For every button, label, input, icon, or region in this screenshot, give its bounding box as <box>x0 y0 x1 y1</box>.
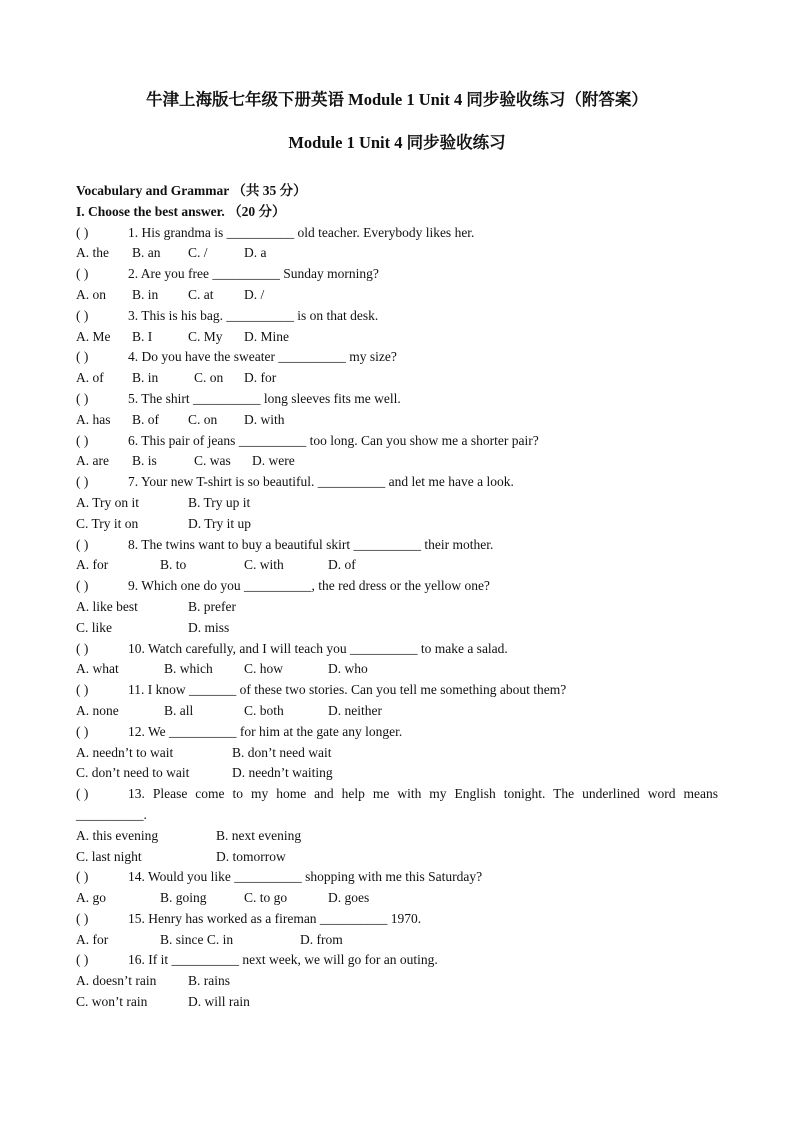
question-list <box>76 223 718 1013</box>
question-text: 13. Please come to my home and help me with my English tonight. The underlined word means __________. <box>76 786 718 822</box>
option-choice[interactable]: A. like best <box>76 598 138 614</box>
option-choice[interactable]: D. will rain <box>188 994 250 1010</box>
option-choice[interactable]: D. neither <box>328 702 382 718</box>
question-text: 12. We __________ for him at the gate any longer. <box>128 723 403 739</box>
option-choice[interactable]: D. Mine <box>244 328 289 344</box>
option-choice[interactable]: B. which <box>164 661 213 677</box>
option-choice[interactable]: D. / <box>244 286 265 302</box>
options-row <box>76 327 718 348</box>
option-choice[interactable]: C. won’t rain <box>76 994 148 1010</box>
options-row <box>76 701 718 722</box>
options-row <box>76 743 718 764</box>
option-choice[interactable]: C. last night <box>76 848 142 864</box>
options-row <box>76 285 718 306</box>
option-choice[interactable]: D. needn’t waiting <box>232 765 333 781</box>
option-choice[interactable]: C. Try it on <box>76 515 139 531</box>
answer-blank[interactable]: ( ) <box>76 349 89 365</box>
option-choice[interactable]: C. on <box>194 370 224 386</box>
option-choice[interactable]: B. in <box>132 286 159 302</box>
question-11 <box>76 680 718 701</box>
answer-blank[interactable]: ( ) <box>76 640 89 656</box>
question-15 <box>76 909 718 930</box>
options-row <box>76 763 718 784</box>
question-10 <box>76 639 718 660</box>
option-choice[interactable]: A. Try on it <box>76 494 140 510</box>
question-12 <box>76 722 718 743</box>
option-choice[interactable]: B. all <box>164 702 194 718</box>
option-choice[interactable]: C. like <box>76 619 112 635</box>
option-choice[interactable]: C. My <box>188 328 223 344</box>
question-text: 4. Do you have the sweater __________ my size? <box>128 349 397 365</box>
answer-blank[interactable]: ( ) <box>76 682 89 698</box>
document-subtitle: Module 1 Unit 4 同步验收练习 <box>288 133 506 152</box>
answer-blank[interactable]: ( ) <box>76 474 89 490</box>
option-choice[interactable]: D. were <box>252 453 295 469</box>
question-13 <box>76 784 718 826</box>
question-text: 8. The twins want to buy a beautiful skirt __________ their mother. <box>128 536 494 552</box>
options-row <box>76 243 718 264</box>
question-text: 5. The shirt __________ long sleeves fits me well. <box>128 390 401 406</box>
question-text: 3. This is his bag. __________ is on that desk. <box>128 307 379 323</box>
option-choice[interactable]: C. at <box>188 286 214 302</box>
option-choice[interactable]: A. the <box>76 245 109 261</box>
option-choice[interactable]: A. Me <box>76 328 111 344</box>
options-row <box>76 368 718 389</box>
option-choice[interactable]: B. an <box>132 245 161 261</box>
answer-blank[interactable]: ( ) <box>76 432 89 448</box>
option-choice[interactable]: D. tomorrow <box>216 848 286 864</box>
option-choice[interactable]: D. a <box>244 245 267 261</box>
question-text: 11. I know _______ of these two stories. Can you tell me something about them? <box>128 682 567 698</box>
option-choice[interactable]: D. from <box>300 931 343 947</box>
option-choice[interactable]: D. goes <box>328 890 370 906</box>
question-text: 6. This pair of jeans __________ too long. Can you show me a shorter pair? <box>128 432 539 448</box>
answer-blank[interactable]: ( ) <box>76 869 89 885</box>
question-1 <box>76 223 718 244</box>
part-heading: I. Choose the best answer. （20 分） <box>76 203 286 219</box>
answer-blank[interactable]: ( ) <box>76 307 89 323</box>
option-choice[interactable]: A. of <box>76 370 104 386</box>
question-text: 10. Watch carefully, and I will teach you __________ to make a salad. <box>128 640 508 656</box>
answer-blank[interactable]: ( ) <box>76 390 89 406</box>
question-text: 15. Henry has worked as a fireman __________ 1970. <box>128 910 422 926</box>
section-heading: Vocabulary and Grammar （共 35 分） <box>76 183 307 198</box>
option-choice[interactable]: B. don’t need wait <box>232 744 332 760</box>
question-8 <box>76 535 718 556</box>
option-choice[interactable]: B. I <box>132 328 153 344</box>
question-7 <box>76 472 718 493</box>
options-row <box>76 618 718 639</box>
option-choice[interactable]: A. none <box>76 702 119 718</box>
options-row <box>76 992 718 1013</box>
options-row <box>76 493 718 514</box>
question-text: 2. Are you free __________ Sunday morning? <box>128 266 379 282</box>
question-text: 9. Which one do you __________, the red dress or the yellow one? <box>128 578 490 594</box>
question-text: 14. Would you like __________ shopping with me this Saturday? <box>128 869 483 885</box>
options-row <box>76 826 718 847</box>
answer-blank[interactable]: ( ) <box>76 786 89 802</box>
option-choice[interactable]: B. is <box>132 453 157 469</box>
option-choice[interactable]: C. both <box>244 702 284 718</box>
option-choice[interactable]: C. with <box>244 557 284 573</box>
option-choice[interactable]: A. for <box>76 931 109 947</box>
question-16 <box>76 950 718 971</box>
answer-blank[interactable]: ( ) <box>76 723 89 739</box>
option-choice[interactable]: B. Try up it <box>188 494 251 510</box>
options-row <box>76 930 718 951</box>
options-row <box>76 555 718 576</box>
option-choice[interactable]: C. / <box>188 245 208 261</box>
option-choice[interactable]: D. miss <box>188 619 230 635</box>
options-row <box>76 971 718 992</box>
question-text: 16. If it __________ next week, we will go for an outing. <box>128 952 438 968</box>
option-choice[interactable]: A. for <box>76 557 109 573</box>
answer-blank[interactable]: ( ) <box>76 536 89 552</box>
option-choice[interactable]: C. to go <box>244 890 288 906</box>
option-choice[interactable]: C. don’t need to wait <box>76 765 190 781</box>
document-title: 牛津上海版七年级下册英语 Module 1 Unit 4 同步验收练习（附答案） <box>146 90 648 109</box>
question-5 <box>76 389 718 410</box>
question-4 <box>76 347 718 368</box>
answer-blank[interactable]: ( ) <box>76 266 89 282</box>
options-row <box>76 597 718 618</box>
question-14 <box>76 867 718 888</box>
question-6 <box>76 431 718 452</box>
option-choice[interactable]: C. was <box>194 453 231 469</box>
option-choice[interactable]: C. on <box>188 411 218 427</box>
option-choice[interactable]: D. who <box>328 661 368 677</box>
option-choice[interactable]: D. Try it up <box>188 515 252 531</box>
option-choice[interactable]: D. of <box>328 557 356 573</box>
option-choice[interactable]: B. in <box>132 370 159 386</box>
answer-blank[interactable]: ( ) <box>76 578 89 594</box>
option-choice[interactable]: A. are <box>76 453 109 469</box>
answer-blank[interactable]: ( ) <box>76 224 89 240</box>
options-row <box>76 888 718 909</box>
question-text: 1. His grandma is __________ old teacher. Everybody likes her. <box>128 224 475 240</box>
option-choice[interactable]: A. go <box>76 890 106 906</box>
options-row <box>76 847 718 868</box>
options-row <box>76 451 718 472</box>
option-choice[interactable]: A. this evening <box>76 827 159 843</box>
options-row <box>76 514 718 535</box>
option-choice[interactable]: A. on <box>76 286 106 302</box>
options-row <box>76 659 718 680</box>
option-choice[interactable]: A. needn’t to wait <box>76 744 174 760</box>
option-choice[interactable]: B. prefer <box>188 598 236 614</box>
option-choice[interactable]: B. next evening <box>216 827 302 843</box>
answer-blank[interactable]: ( ) <box>76 952 89 968</box>
option-choice[interactable]: A. doesn’t rain <box>76 973 157 989</box>
option-choice[interactable]: B. of <box>132 411 159 427</box>
option-choice[interactable]: C. how <box>244 661 284 677</box>
option-choice[interactable]: A. has <box>76 411 111 427</box>
question-3 <box>76 306 718 327</box>
exercise-body <box>76 181 718 1013</box>
option-choice[interactable]: A. what <box>76 661 119 677</box>
option-choice[interactable]: B. since C. in <box>160 931 234 947</box>
option-choice[interactable]: B. going <box>160 890 207 906</box>
option-choice[interactable]: B. to <box>160 557 187 573</box>
options-row <box>76 410 718 431</box>
question-text: 7. Your new T-shirt is so beautiful. __________ and let me have a look. <box>128 474 514 490</box>
option-choice[interactable]: D. for <box>244 370 277 386</box>
option-choice[interactable]: D. with <box>244 411 285 427</box>
answer-blank[interactable]: ( ) <box>76 910 89 926</box>
question-2 <box>76 264 718 285</box>
question-9 <box>76 576 718 597</box>
option-choice[interactable]: B. rains <box>188 973 230 989</box>
